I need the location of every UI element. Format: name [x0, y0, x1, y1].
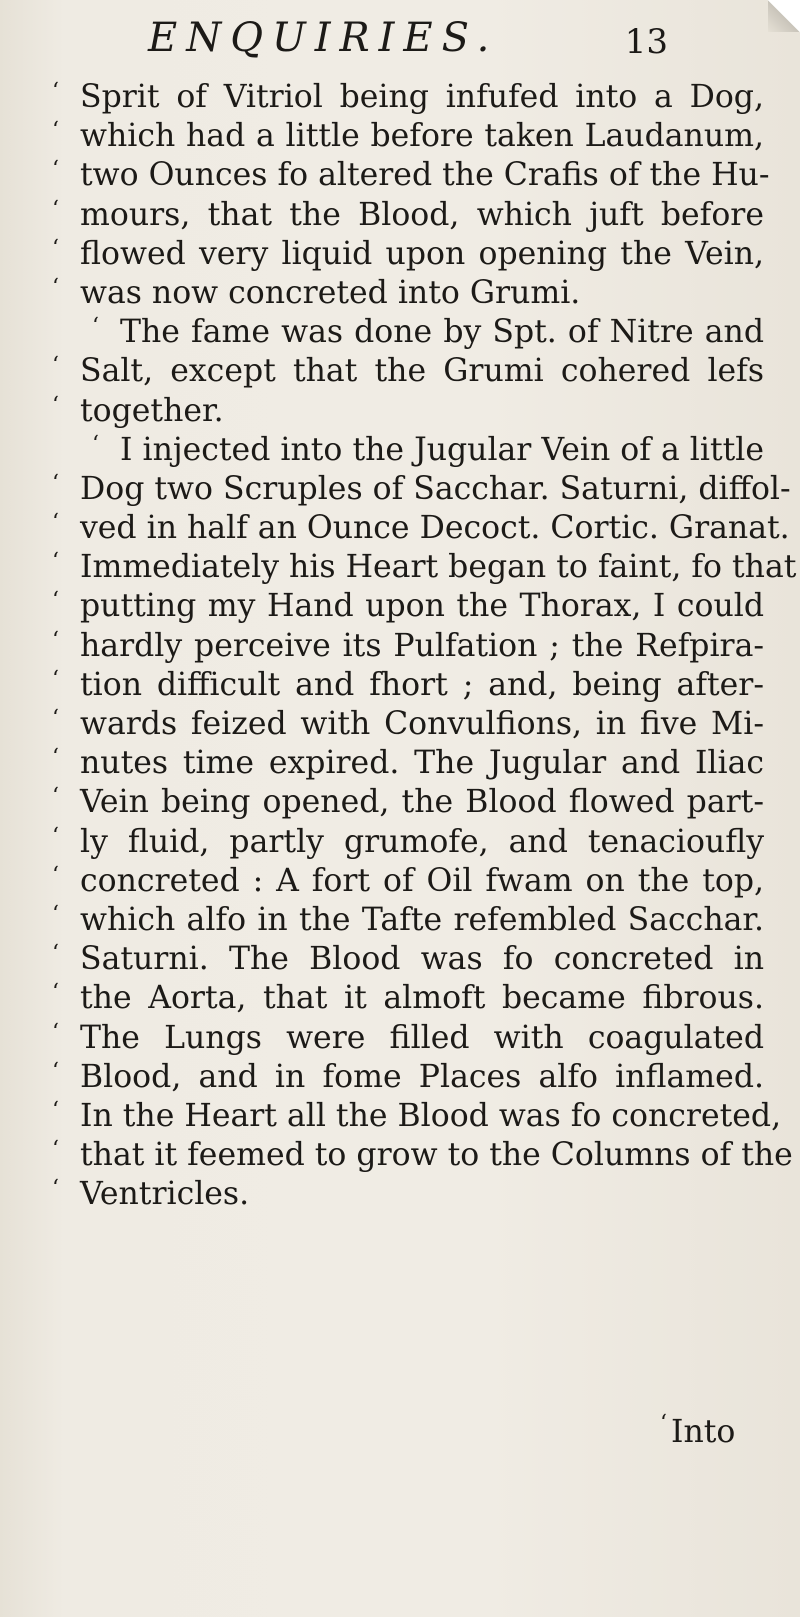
quote-mark: ‘: [52, 901, 59, 927]
text-line: [52, 548, 797, 587]
text-line: [52, 862, 764, 901]
page-header: [148, 10, 668, 66]
quote-mark: ‘: [52, 862, 59, 888]
text-line: [52, 1097, 782, 1136]
text-line: [52, 587, 764, 626]
quote-mark: ‘: [52, 353, 59, 379]
line-text: wards feized with Convulfions, in five Mi-: [80, 706, 764, 742]
line-text: Dog two Scruples of Sacchar. Saturni, diffol-: [80, 470, 791, 507]
line-text: two Ounces fo altered the Crafis of the Hu-: [80, 157, 770, 194]
text-line: [52, 901, 764, 940]
page-number: 13: [624, 22, 668, 62]
text-line: [52, 1136, 793, 1175]
quote-mark: ‘: [52, 1058, 59, 1084]
text-line: [52, 823, 764, 862]
quote-mark: ‘: [52, 706, 59, 731]
line-text: tion difficult and fhort ; and, being after-: [80, 666, 764, 703]
text-line: [52, 783, 764, 822]
text-line: [52, 196, 764, 235]
text-line: [52, 940, 764, 979]
line-text: Salt, except that the Grumi cohered lefs: [80, 353, 764, 390]
quote-mark: ‘: [52, 235, 59, 261]
line-text: mours, that the Blood, which juft before: [80, 196, 764, 233]
line-text: the Aorta, that it almoft became fibrous.: [80, 980, 764, 1017]
line-text: was now concreted into Grumi.: [80, 274, 581, 311]
line-text: The Lungs were filled with coagulated: [80, 1019, 764, 1056]
line-text: The fame was done by Spt. of Nitre and: [120, 314, 764, 351]
quote-mark: ‘: [92, 314, 99, 340]
line-text: Saturni. The Blood was fo concreted in: [80, 941, 764, 978]
line-text: Blood, and in fome Places alfo inflamed.: [80, 1058, 764, 1095]
quote-mark: ‘: [660, 1411, 667, 1436]
quote-mark: ‘: [52, 392, 59, 418]
text-line: [52, 627, 764, 666]
line-text: concreted : A fort of Oil fwam on the top,: [80, 862, 764, 899]
line-text: In the Heart all the Blood was fo concreted,: [80, 1097, 782, 1134]
quote-mark: ‘: [52, 745, 59, 771]
quote-mark: ‘: [52, 274, 59, 300]
line-text: which alfo in the Tafte refembled Sacchar.: [80, 901, 764, 938]
text-line: [52, 352, 764, 391]
page-corner-fold: [768, 0, 800, 32]
quote-mark: ‘: [52, 1097, 59, 1123]
text-line: [52, 1058, 764, 1097]
line-text: Immediately his Heart began to faint, fo that: [80, 549, 797, 586]
running-head: ENQUIRIES.: [148, 15, 499, 61]
line-text: I injected into the Jugular Vein of a little: [120, 431, 764, 468]
line-text: that it feemed to grow to the Columns of the: [80, 1137, 793, 1174]
text-line: [52, 313, 764, 352]
quote-mark: ‘: [52, 157, 59, 183]
quote-mark: ‘: [52, 79, 59, 104]
line-text: which had a little before taken Laudanum,: [80, 118, 764, 155]
quote-mark: ‘: [92, 431, 99, 457]
line-text: flowed very liquid upon opening the Vein,: [80, 235, 764, 272]
line-text: ly fluid, partly grumofe, and tenacioufly: [80, 823, 764, 860]
text-line: [52, 1175, 764, 1214]
quote-mark: ‘: [52, 784, 59, 810]
text-line: [52, 705, 764, 744]
text-line: [52, 666, 764, 705]
quote-mark: ‘: [52, 196, 59, 222]
quote-mark: ‘: [52, 1019, 59, 1045]
text-line: [52, 979, 764, 1018]
quote-mark: ‘: [52, 627, 59, 653]
line-text: nutes time expired. The Jugular and Iliac: [80, 745, 764, 782]
text-line: [52, 235, 764, 274]
text-line: [52, 78, 764, 117]
text-line: [52, 431, 764, 470]
text-line: [52, 274, 764, 313]
line-text: ved in half an Ounce Decoct. Cortic. Granat.: [80, 510, 790, 547]
catchword-text: Into: [671, 1414, 736, 1450]
line-text: putting my Hand upon the Thorax, I could: [80, 588, 764, 625]
quote-mark: ‘: [52, 118, 59, 144]
quote-mark: ‘: [52, 588, 59, 614]
line-text: Sprit of Vitriol being infufed into a Dog,: [80, 79, 764, 115]
text-line: [52, 509, 790, 548]
text-line: [52, 470, 791, 509]
line-text: hardly perceive its Pulfation ; the Refpira-: [80, 627, 764, 664]
body-text: [52, 78, 797, 1214]
quote-mark: ‘: [52, 1176, 59, 1202]
line-text: Vein being opened, the Blood flowed part-: [80, 784, 764, 821]
quote-mark: ‘: [52, 980, 59, 1006]
line-text: together.: [80, 392, 224, 429]
quote-mark: ‘: [52, 823, 59, 849]
text-line: [52, 117, 764, 156]
quote-mark: ‘: [52, 1137, 59, 1163]
quote-mark: ‘: [52, 470, 59, 496]
text-line: [52, 1019, 764, 1058]
text-line: [52, 744, 764, 783]
quote-mark: ‘: [52, 941, 59, 967]
text-line: [52, 156, 770, 195]
quote-mark: ‘: [52, 510, 59, 536]
line-text: Ventricles.: [80, 1176, 250, 1213]
text-line: [52, 392, 764, 431]
catchword: [660, 1404, 735, 1452]
quote-mark: ‘: [52, 549, 59, 575]
quote-mark: ‘: [52, 666, 59, 692]
